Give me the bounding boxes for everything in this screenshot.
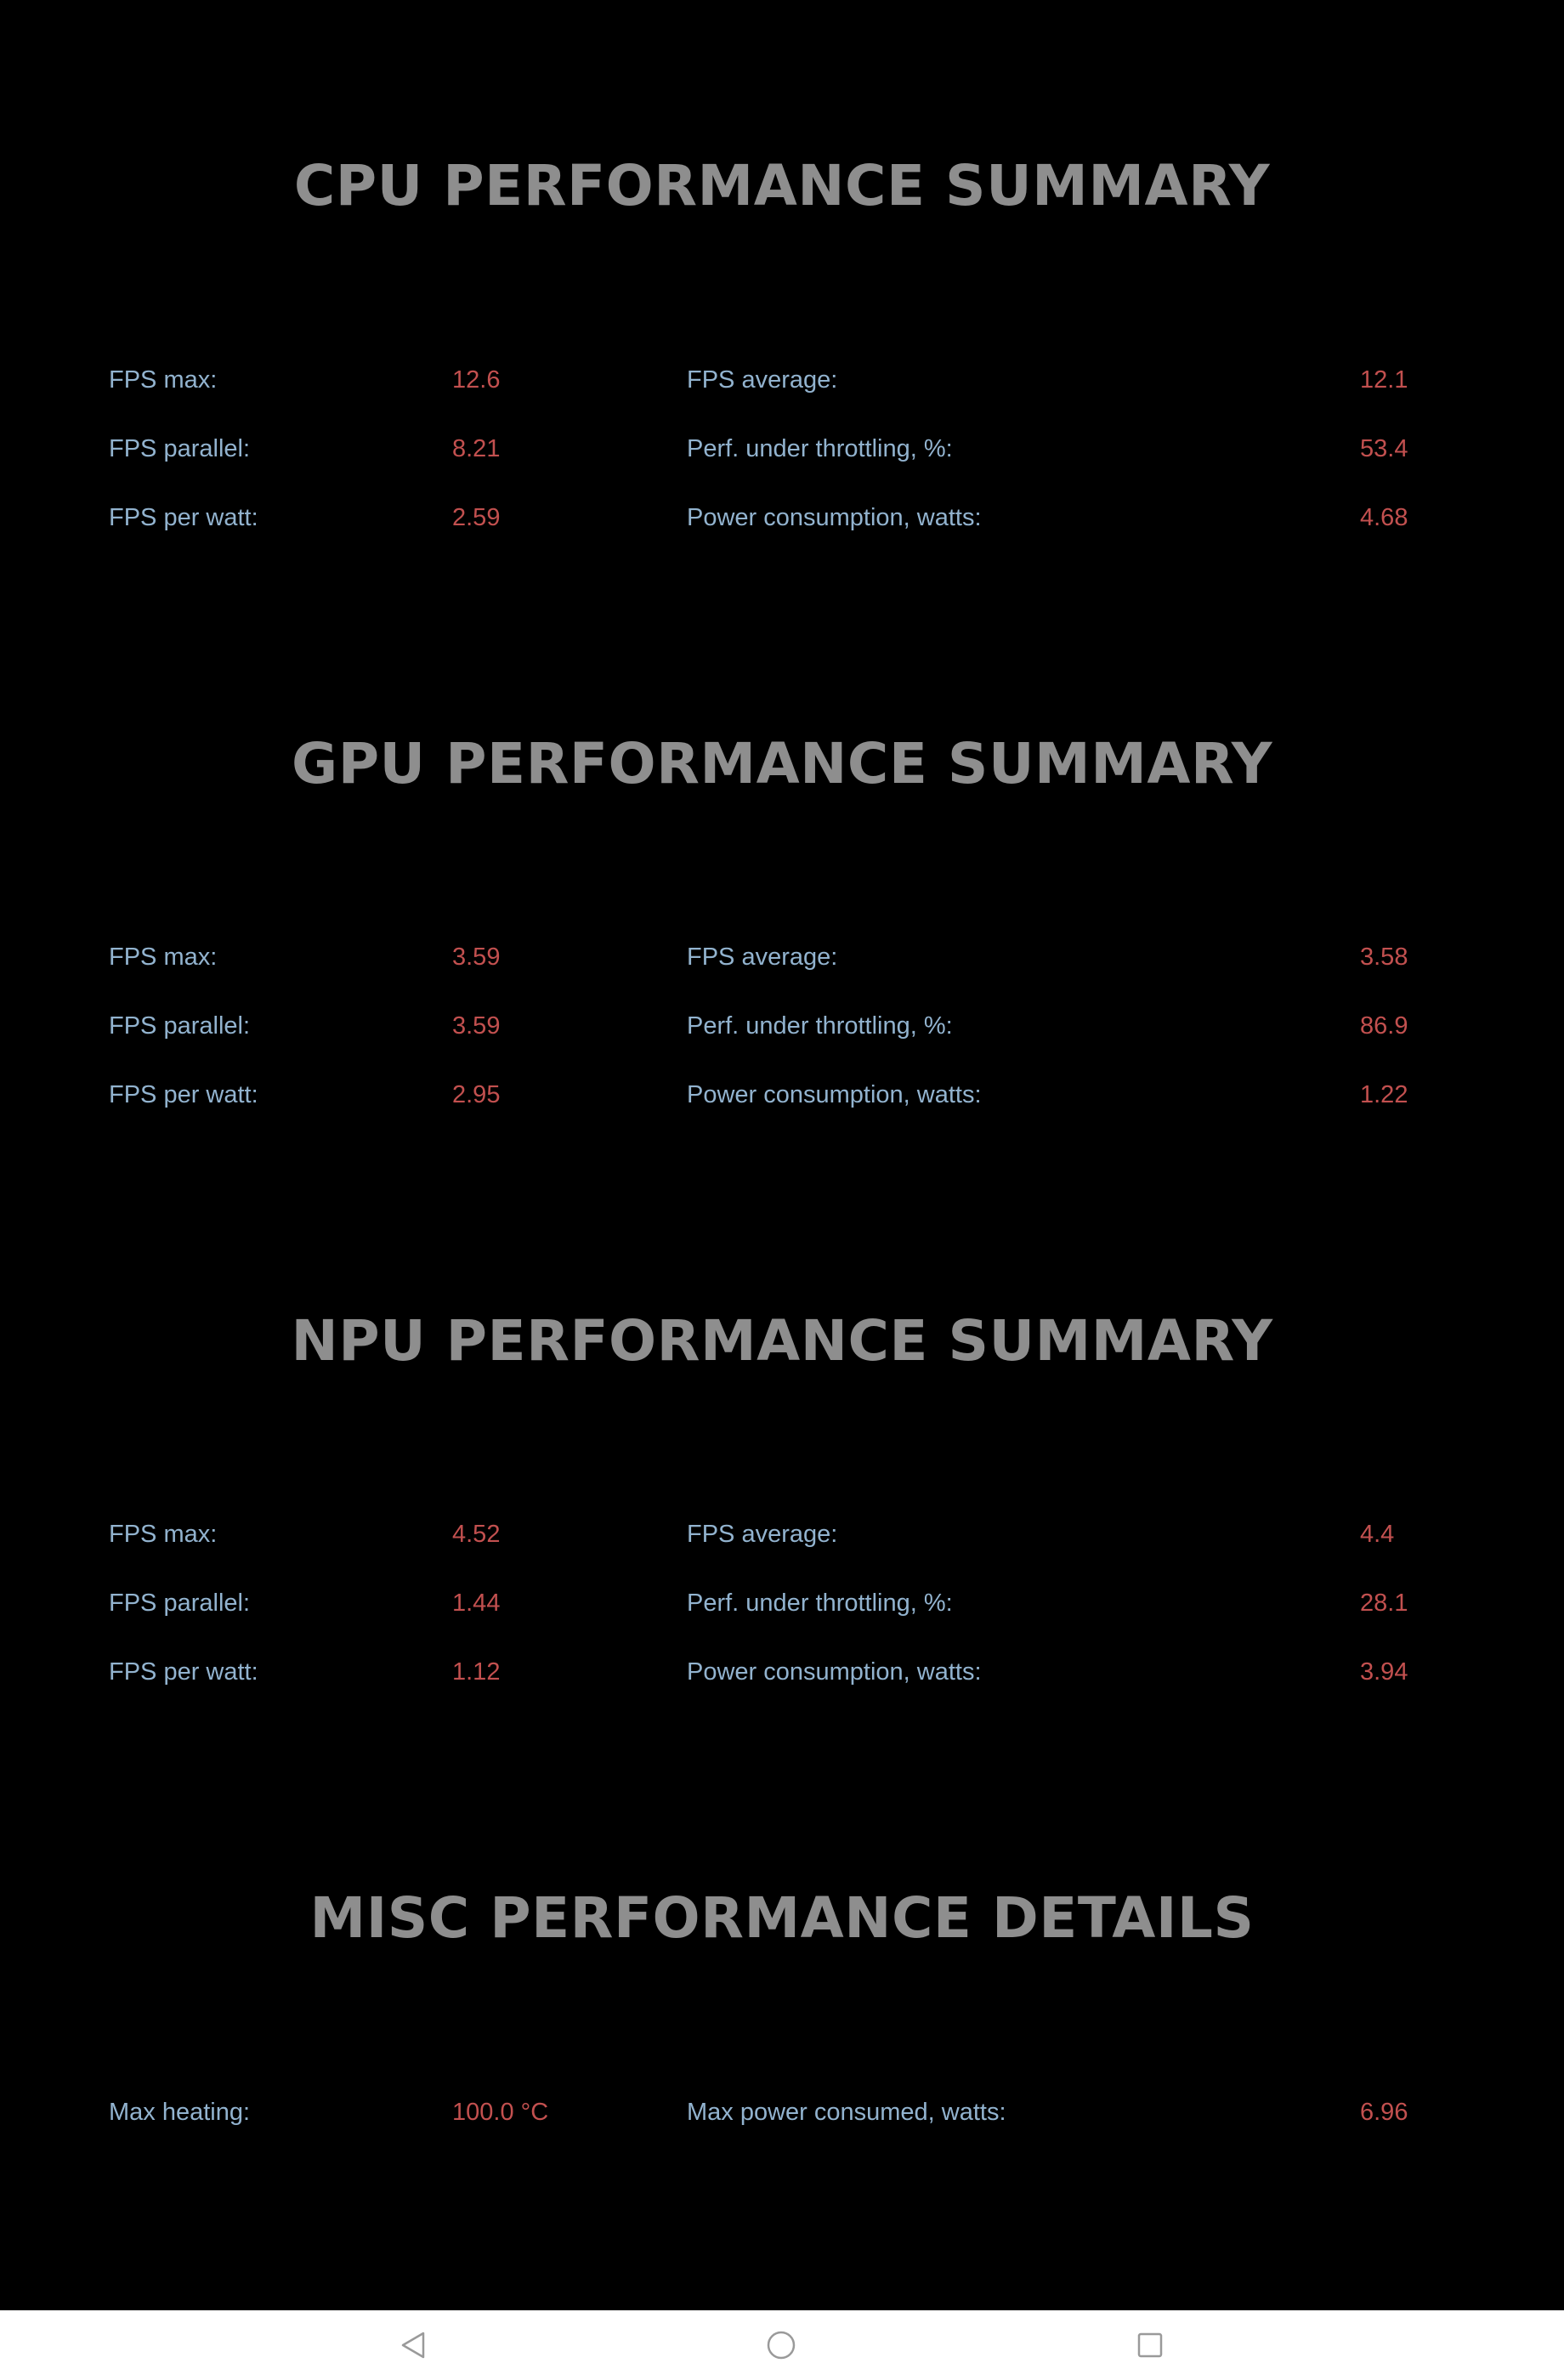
npu-fps-per-watt-label: FPS per watt: — [109, 1658, 258, 1686]
recent-apps-square-icon — [1135, 2330, 1165, 2360]
cpu-fps-max-value: 12.6 — [452, 366, 501, 394]
npu-throttling-value: 28.1 — [1360, 1590, 1408, 1617]
gpu-fps-per-watt-value: 2.95 — [452, 1081, 501, 1108]
cpu-throttling-label: Perf. under throttling, %: — [687, 435, 953, 462]
gpu-fps-parallel-label: FPS parallel: — [109, 1012, 251, 1040]
gpu-fps-average-value: 3.58 — [1360, 944, 1408, 971]
gpu-fps-max-value: 3.59 — [452, 944, 501, 971]
npu-throttling-label: Perf. under throttling, %: — [687, 1590, 953, 1617]
cpu-fps-parallel-label: FPS parallel: — [109, 435, 251, 462]
npu-fps-max-label: FPS max: — [109, 1521, 218, 1548]
gpu-throttling-value: 86.9 — [1360, 1012, 1408, 1040]
npu-power-label: Power consumption, watts: — [687, 1658, 982, 1686]
gpu-fps-max-label: FPS max: — [109, 944, 218, 971]
gpu-fps-parallel-value: 3.59 — [452, 1012, 501, 1040]
back-button[interactable] — [393, 2324, 435, 2366]
cpu-fps-per-watt-value: 2.59 — [452, 504, 501, 531]
max-power-consumed-label: Max power consumed, watts: — [687, 2099, 1006, 2126]
cpu-section-title: CPU PERFORMANCE SUMMARY — [293, 153, 1271, 218]
npu-fps-max-value: 4.52 — [452, 1521, 501, 1548]
back-triangle-icon — [399, 2330, 429, 2360]
gpu-section-title: GPU PERFORMANCE SUMMARY — [292, 731, 1272, 796]
home-button[interactable] — [760, 2324, 802, 2366]
npu-fps-parallel-value: 1.44 — [452, 1590, 501, 1617]
gpu-fps-per-watt-label: FPS per watt: — [109, 1081, 258, 1108]
gpu-throttling-label: Perf. under throttling, %: — [687, 1012, 953, 1040]
cpu-fps-average-value: 12.1 — [1360, 366, 1408, 394]
max-heating-label: Max heating: — [109, 2099, 251, 2126]
npu-fps-average-label: FPS average: — [687, 1521, 838, 1548]
cpu-fps-max-label: FPS max: — [109, 366, 218, 394]
cpu-fps-average-label: FPS average: — [687, 366, 838, 394]
cpu-fps-parallel-value: 8.21 — [452, 435, 501, 462]
cpu-throttling-value: 53.4 — [1360, 435, 1408, 462]
misc-section-title: MISC PERFORMANCE DETAILS — [309, 1885, 1255, 1951]
cpu-fps-per-watt-label: FPS per watt: — [109, 504, 258, 531]
cpu-power-label: Power consumption, watts: — [687, 504, 982, 531]
max-power-consumed-value: 6.96 — [1360, 2099, 1408, 2126]
npu-fps-parallel-label: FPS parallel: — [109, 1590, 251, 1617]
npu-fps-per-watt-value: 1.12 — [452, 1658, 501, 1686]
max-heating-value: 100.0 °C — [452, 2099, 549, 2126]
npu-section-title: NPU PERFORMANCE SUMMARY — [291, 1308, 1273, 1374]
npu-power-value: 3.94 — [1360, 1658, 1408, 1686]
system-navigation-bar — [0, 2310, 1564, 2380]
gpu-power-label: Power consumption, watts: — [687, 1081, 982, 1108]
gpu-power-value: 1.22 — [1360, 1081, 1408, 1108]
cpu-power-value: 4.68 — [1360, 504, 1408, 531]
gpu-fps-average-label: FPS average: — [687, 944, 838, 971]
npu-fps-average-value: 4.4 — [1360, 1521, 1395, 1548]
recent-apps-button[interactable] — [1129, 2324, 1171, 2366]
home-circle-icon — [765, 2329, 797, 2361]
